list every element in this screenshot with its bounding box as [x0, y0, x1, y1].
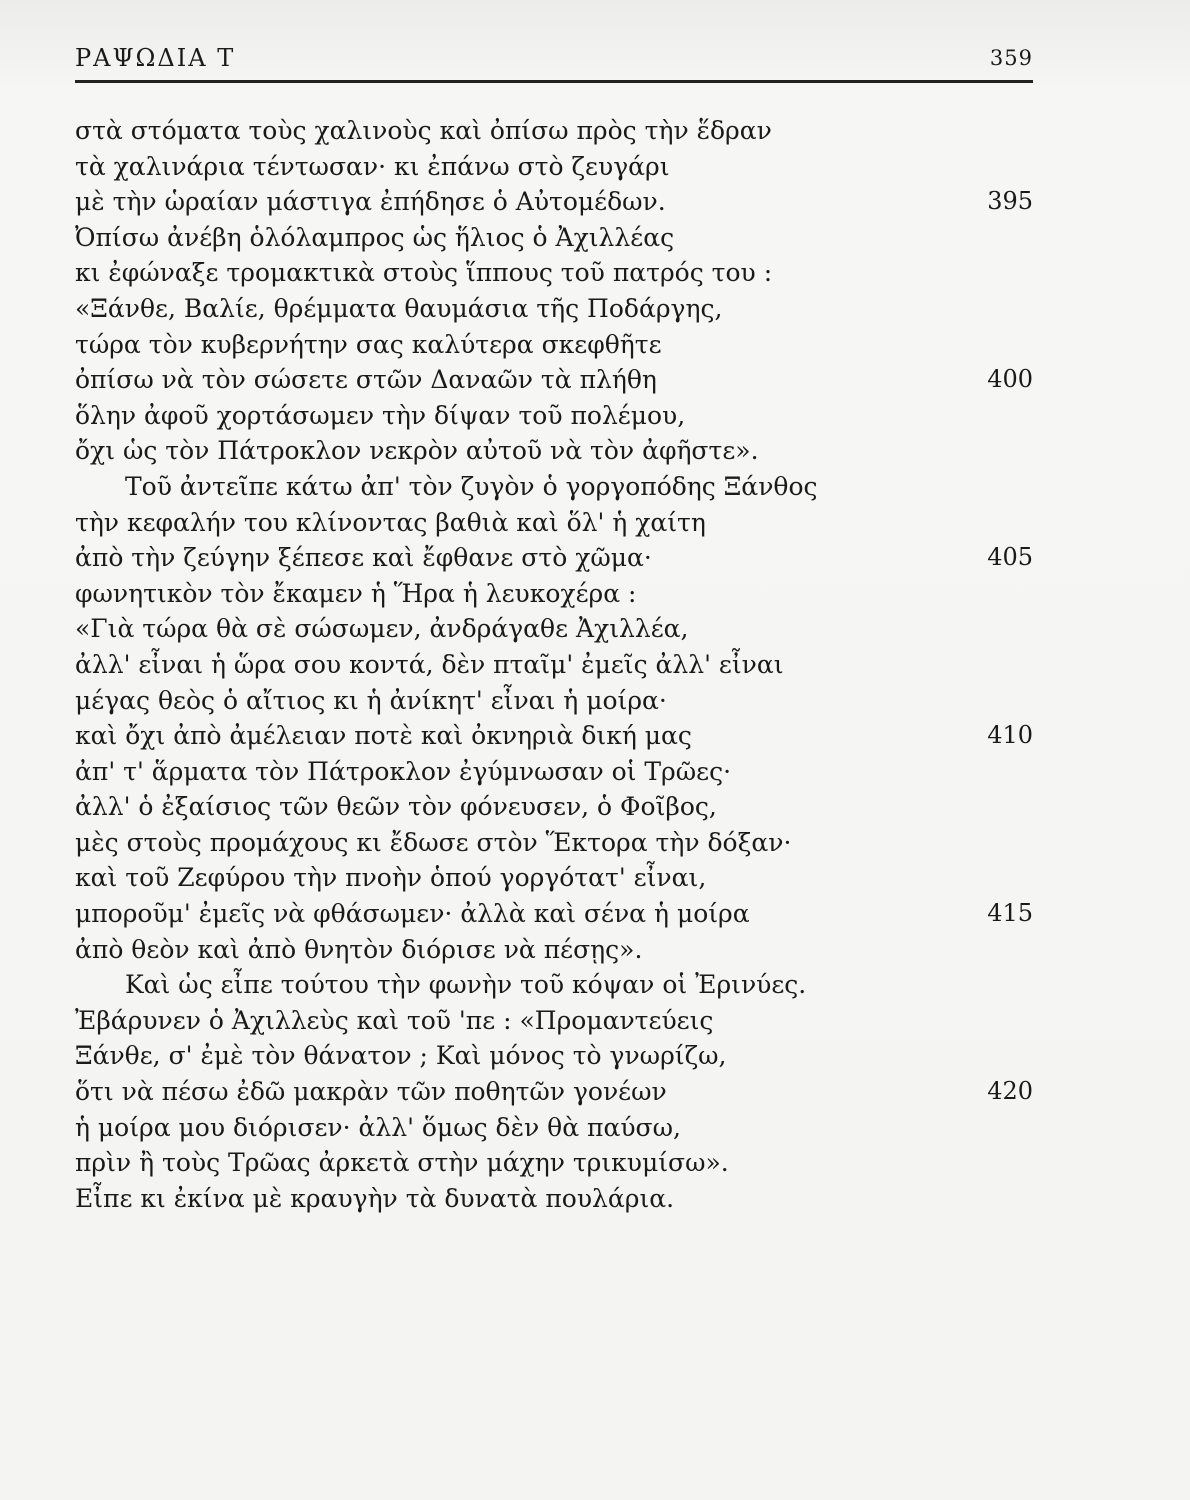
verse-text: ἡ μοίρα μου διόρισεν· ἀλλ' ὅμως δὲν θὰ παύσω, [75, 1112, 681, 1142]
verse-text: ὄχι ὡς τὸν Πάτροκλον νεκρὸν αὐτοῦ νὰ τὸν ἀφῆστε». [75, 436, 759, 466]
verse-line [75, 362, 1033, 398]
page-header [75, 40, 1033, 80]
verse-text: Ἐβάρυνεν ὁ Ἀχιλλεὺς καὶ τοῦ 'πε : «Προμαντεύεις [75, 1005, 714, 1035]
line-number: 400 [987, 365, 1033, 394]
verse-text: τὰ χαλινάρια τέντωσαν· κι ἐπάνω στὸ ζευγάρι [75, 151, 670, 181]
verse-line [75, 1038, 1033, 1074]
line-number: 395 [987, 187, 1033, 216]
verse-line [75, 327, 1033, 363]
verse-line [75, 718, 1033, 754]
verse-text: ὅλην ἀφοῦ χορτάσωμεν τὴν δίψαν τοῦ πολέμου, [75, 400, 686, 430]
verse-line [75, 754, 1033, 790]
verse-line [75, 469, 1033, 505]
verse-text: ὅτι νὰ πέσω ἐδῶ μακρὰν τῶν ποθητῶν γονέων [75, 1077, 667, 1107]
verse-text: Ὀπίσω ἀνέβη ὁλόλαμπρος ὡς ἥλιος ὁ Ἀχιλλέας [75, 222, 675, 252]
verse-line [75, 220, 1033, 256]
verse-text: στὰ στόματα τοὺς χαλινοὺς καὶ ὀπίσω πρὸς τὴν ἕδραν [75, 116, 772, 145]
verse-line [75, 540, 1033, 576]
verse-line [75, 1181, 1033, 1217]
line-number: 410 [987, 721, 1033, 750]
verse-text: μέγας θεὸς ὁ αἴτιος κι ἡ ἀνίκητ' εἶναι ἡ μοίρα· [75, 685, 667, 715]
verse-line [75, 683, 1033, 719]
verse-text: τώρα τὸν κυβερνήτην σας καλύτερα σκεφθῆτε [75, 329, 662, 359]
verse-line [75, 967, 1033, 1003]
verse-line [75, 1145, 1033, 1181]
verse-line [75, 398, 1033, 434]
verse-text: «Ξάνθε, Βαλίε, θρέμματα θαυμάσια τῆς Ποδάργης, [75, 293, 723, 323]
verse-text: φωνητικὸν τὸν ἔκαμεν ἡ Ἥρα ἡ λευκοχέρα : [75, 578, 637, 608]
verse-text: ἀπὸ τὴν ζεύγην ξέπεσε καὶ ἔφθανε στὸ χῶμα· [75, 543, 652, 573]
verse-text: μὲς στοὺς προμάχους κι ἔδωσε στὸν Ἕκτορα τὴν δόξαν· [75, 827, 792, 857]
verse-line [75, 825, 1033, 861]
verse-line [75, 611, 1033, 647]
verse-line [75, 860, 1033, 896]
verse-text: μποροῦμ' ἐμεῖς νὰ φθάσωμεν· ἀλλὰ καὶ σένα ἡ μοίρα [75, 899, 750, 929]
verse-text: καὶ τοῦ Ζεφύρου τὴν πνοὴν ὁπού γοργότατ' εἶναι, [75, 863, 707, 893]
verse-text: ἀπ' τ' ἅρματα τὸν Πάτροκλον ἐγύμνωσαν οἱ Τρῶες· [75, 756, 732, 786]
verse-text: «Γιὰ τώρα θὰ σὲ σώσωμεν, ἀνδράγαθε Ἀχιλλέα, [75, 614, 689, 644]
verse-text: μὲ τὴν ὡραίαν μάστιγα ἐπήδησε ὁ Αὐτομέδων. [75, 187, 666, 217]
verse-line [75, 896, 1033, 932]
line-number: 405 [987, 543, 1033, 572]
verse-line [75, 1074, 1033, 1110]
verse-text: Τοῦ ἀντεῖπε κάτω ἀπ' τὸν ζυγὸν ὁ γοργοπόδης Ξάνθος [125, 471, 818, 501]
verse-text: πρὶν ἢ τοὺς Τρῶας ἀρκετὰ στὴν μάχην τρικυμίσω». [75, 1148, 729, 1178]
header-rule [75, 80, 1033, 83]
verse-text: ἀλλ' εἶναι ἡ ὥρα σου κοντά, δὲν πταῖμ' ἐμεῖς ἀλλ' εἶναι [75, 649, 784, 679]
verse-text: τὴν κεφαλήν του κλίνοντας βαθιὰ καὶ ὅλ' ἡ χαίτη [75, 507, 706, 537]
verse-line [75, 113, 1033, 149]
verse-line [75, 184, 1033, 220]
verse-text: κι ἐφώναξε τρομακτικὰ στοὺς ἵππους τοῦ πατρός του : [75, 258, 773, 288]
verse-text: ἀπὸ θεὸν καὶ ἀπὸ θνητὸν διόρισε νὰ πέσῃς». [75, 934, 643, 964]
page-number: 359 [989, 46, 1033, 70]
verse-line [75, 789, 1033, 825]
verse-text: Ξάνθε, σ' ἐμὲ τὸν θάνατον ; Καὶ μόνος τὸ γνωρίζω, [75, 1041, 727, 1071]
verse-text: Εἶπε κι ἐκίνα μὲ κραυγὴν τὰ δυνατὰ πουλάρια. [75, 1183, 675, 1213]
verse-line [75, 505, 1033, 541]
running-head: ΡΑΨΩΔΙΑ Τ [75, 44, 236, 72]
verse-text: ἀλλ' ὁ ἐξαίσιος τῶν θεῶν τὸν φόνευσεν, ὁ Φοῖβος, [75, 792, 717, 822]
line-number: 415 [987, 899, 1033, 928]
verse-text: ὀπίσω νὰ τὸν σώσετε στῶν Δαναῶν τὰ πλήθη [75, 365, 657, 395]
verse-line [75, 1003, 1033, 1039]
verse-text: Καὶ ὡς εἶπε τούτου τὴν φωνὴν τοῦ κόψαν οἱ Ἐρινύες. [125, 970, 807, 1000]
verse-line [75, 255, 1033, 291]
verse-block [75, 113, 1033, 1216]
verse-text: καὶ ὄχι ἀπὸ ἀμέλειαν ποτὲ καὶ ὀκνηριὰ δική μας [75, 721, 692, 751]
verse-line [75, 291, 1033, 327]
verse-line [75, 576, 1033, 612]
verse-line [75, 1110, 1033, 1146]
verse-line [75, 149, 1033, 185]
verse-line [75, 647, 1033, 683]
line-number: 420 [987, 1077, 1033, 1106]
verse-line [75, 932, 1033, 968]
verse-line [75, 433, 1033, 469]
